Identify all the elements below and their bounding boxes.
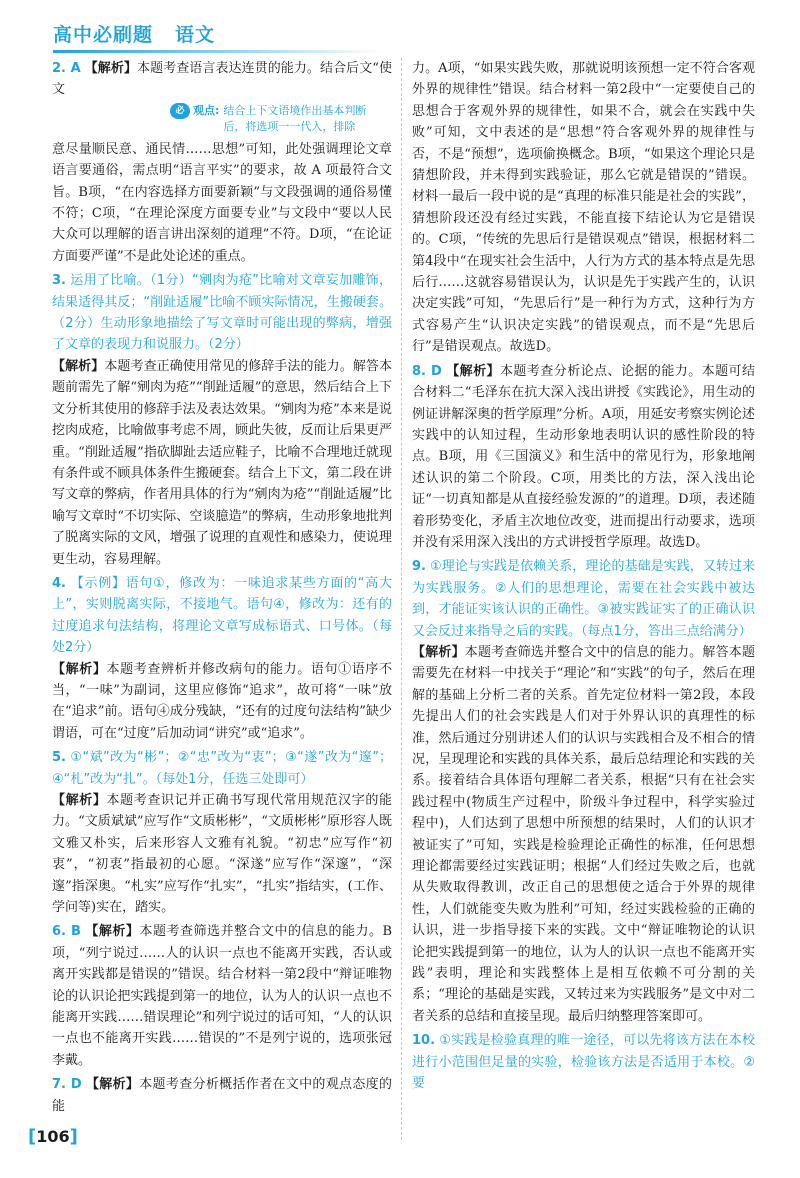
analysis-body: 本题考查辨析并修改病句的能力。语句①语序不当，“一味”为副词，这里应修饰“追求”，故可将“一味”放在“追求”前。语句④成分残缺，“还有的过度句法结构”缺少谓语，可在“过度”后加动词“讲究”或“追求”。	[52, 661, 392, 741]
header-underline	[53, 50, 383, 53]
note-text: 结合上下文语境作出基本判断后，将选项一一代入，排除	[223, 103, 367, 133]
analysis-body: 本题考查分析论点、论据的能力。本题可结合材料二“毛泽东在抗大深入浅出讲授《实践论》，用生动的例证讲解深奥的哲学原理”分析。A项，用延安考察实例论述实践中的认知过程，生动形象地表明认识的感性阶段的特点。B项，用《三国演义》和生活中的常见行为，形象地阐述认识的第二个阶段。C项，用类比的方法，深入浅出论证“一切真知都是从直接经验发源的”的道理。D项，表述随着形势变化，矛盾主次地位改变，进而提出行动要求，选项并没有采用深入浅出的方式讲授哲学原理。故选D。	[412, 363, 755, 550]
analysis-tag: 【解析】	[412, 644, 465, 660]
page-number: [106]	[28, 1126, 78, 1147]
page-header	[53, 22, 353, 52]
analysis-body: 本题考查正确使用常见的修辞手法的能力。解答本题前需先了解“剜肉为疮”“削趾适履”的意思，然后结合上下文分析其使用的修辞手法及表达效果。“剜肉为疮”本来是说挖肉成疮，比喻做事考虑不周，顾此失彼，反而让后果更严重。“削趾适履”指砍脚趾去适应鞋子，比喻不合理地迁就现有条件或不顾具体条件生搬硬套。结合上下文，第二段在讲写文章的弊病，作者用具体的行为“剜肉为疮”“削趾适履”比喻写文章时“不切实际、空谈臆造”的弊病，生动形象地批判了脱离实际的文风，增强了说理的直观性和感染力，使说理更生动，容易理解。	[52, 358, 392, 567]
question-3	[52, 270, 392, 570]
question-6	[52, 921, 392, 1071]
question-number: 7. D	[52, 1077, 82, 1093]
analysis-tag: 【解析】	[84, 61, 138, 76]
question-7	[52, 1074, 392, 1117]
page-number-value: 106	[36, 1127, 70, 1146]
book-title: 高中必刷题	[53, 24, 154, 46]
question-number: 3.	[52, 273, 66, 289]
column-divider	[401, 58, 402, 1140]
note-badge-icon: 必	[170, 103, 190, 119]
question-number: 2. A	[52, 61, 81, 76]
answer-text: 运用了比喻。（1分）“剜肉为疮”比喻对文章妄加雕饰，结果适得其反；“削趾适履”比喻不顾实际情况，生搬硬套。（2分）生动形象地描绘了写文章时可能出现的弊病，增强了文章的表现力和说服力。（2分）	[52, 273, 392, 353]
margin-note	[170, 103, 392, 135]
analysis-body: 力。A项，“如果实践失败，那就说明该预想一定不符合客观外界的规律性”错误。结合材料一第2段中“一定要使自己的思想合于客观外界的规律性，如果不合，就会在实践中失败”可知，文中表述的是“思想”符合客观外界的规律性与否，不是“预想”，选项偷换概念。B项，“如果这个理论只是猜想阶段，并未得到实践验证，那么它就是错误的”错误。材料一最后一段中说的是“真理的标准只能是社会的实践”，猜想阶段还没有经过实践，不能直接下结论认为它是错误的。C项，“传统的先思后行是错误观点”错误，根据材料二第4段中“在现实社会生活中，人行为方式的基本特点是先思后行……这就容易错误认为，认识是先于实践产生的，认识决定实践”可知，“先思后行”是一种行为方式，这种行为方式容易产生“认识决定实践”的错误观点，而不是“先思后行”是错误观点。故选D。	[412, 61, 755, 355]
question-5	[52, 747, 392, 918]
answer-text: ①“斌”改为“彬”；②“忠”改为“衷”；③“遂”改为“邃”；④“札”改为“扎”。（每处1分，任选三处即可）	[52, 750, 392, 787]
analysis-tag: 【解析】	[84, 924, 140, 940]
right-column	[412, 58, 755, 1095]
question-2	[52, 58, 392, 267]
question-number: 9.	[412, 559, 426, 575]
analysis-tag: 【解析】	[85, 1077, 140, 1093]
question-7-continued	[412, 58, 755, 358]
left-column	[52, 58, 392, 1117]
analysis-body: 本题考查筛选并整合文中的信息的能力。B项，“列宁说过……人的认识一点也不能离开实践，否认或离开实践都是错误的”错误。结合材料一第2段中“辩证唯物论的认识论把实践提到第一的地位，认为人的认识一点也不能离开实践……错误理论”和列宁说过的话可知，“人的认识一点也不能离开实践……错误的”不是列宁说的，选项张冠李戴。	[52, 924, 392, 1068]
question-10	[412, 1030, 755, 1094]
question-4	[52, 573, 392, 744]
analysis-body: 本题考查分析概括作者在文中的观点态度的能	[52, 1077, 392, 1114]
question-number: 6. B	[52, 924, 81, 940]
question-number: 4.	[52, 575, 66, 591]
analysis-tag: 【解析】	[52, 793, 107, 808]
question-number: 8. D	[412, 363, 442, 379]
analysis-body: 本题考查识记并正确书写现代常用规范汉字的能力。“文质斌斌”应写作“文质彬彬”，“文质彬彬”原形容人既文雅又朴实，后来形容人文雅有礼貌。“初忠”应写作“初衷”，“初衷”指最初的心愿。“深遂”应写作“深邃”，“深邃”指深奥。“札实”应写作“扎实”，“扎实”指结实，(工作、学问等)实在，踏实。	[52, 793, 392, 916]
answer-text: 【示例】语句①，修改为：一味追求某些方面的“高大上”，实则脱离实际，不接地气。语句④，修改为：还有的过度追求句法结构，将理论文章写成标语式、口号体。（每处2分）	[52, 575, 392, 656]
note-label: 观点:	[193, 103, 220, 117]
analysis-tag: 【解析】	[445, 363, 500, 379]
answer-text: ①理论与实践是依赖关系，理论的基础是实践，又转过来为实践服务。②人们的思想理论，需要在社会实践中被达到，才能证实该认识的正确性。③被实践证实了的正确认识又会反过来指导之后的实践。（每点1分，答出三点给满分）	[412, 559, 755, 639]
analysis-tag: 【解析】	[52, 661, 107, 677]
question-number: 5.	[52, 750, 66, 766]
question-9	[412, 556, 755, 1027]
analysis-tag: 【解析】	[52, 358, 105, 374]
analysis-body: 意尽量顺民意、通民情……思想”可知，此处强调理论文章语言要通俗，需点明“语言平实”的要求，故 A 项最符合文旨。B项，“在内容选择方面要新颖”与文段强调的通俗易懂不符；C项，“在理论深度方面要专业”与文段中“要以人民大众可以理解的语言讲出深刻的道理”不符。D项，“在论证方面要严谨”不是此处论述的重点。	[52, 141, 392, 264]
analysis-body: 本题考查筛选并整合文中的信息的能力。解答本题需要先在材料一中找关于“理论”和“实践”的句子，然后在理解的基础上分析二者的关系。首先定位材料一第2段，本段先提出人们的社会实践是人们对于外界认识的真理性的标准，然后通过分别讲述人们的认识与实践相合及不相合的情况，呈现理论和实践的具体关系，最后总结理论和实践的关系。接着结合具体语句理解二者关系，根据“只有在社会实践过程中(物质生产过程中，阶级斗争过程中，科学实验过程中)，人们达到了思想中所预想的结果时，人们的认识才被证实了”可知，实践是检验理论正确性的标准，任何思想理论都需要经过实践证明；根据“人们经过失败之后，也就从失败取得教训，改正自己的思想使之适合于外界的规律性，人们就能变失败为胜利”可知，经过实践检验的正确的认识，进一步指导接下来的实践。文中“辩证唯物论的认识论把实践提到第一的地位，认为人的认识一点也不能离开实践”表明，理论和实践整体上是相互依赖不可分割的关系；“理论的基础是实践，又转过来为实践服务”是文中对二者关系的总结和直接呈现。最后归纳整理答案即可。	[412, 644, 755, 1024]
subject-title: 语文	[175, 24, 216, 46]
question-number: 10.	[412, 1033, 436, 1049]
analysis-line: 本题考查语言表达连贯的能力。结合后文“使文	[52, 61, 392, 98]
question-8	[412, 361, 755, 554]
answer-text: ①实践是检验真理的唯一途径，可以先将该方法在本校进行小范围但足量的实验，检验该方法是否适用于本校。②要	[412, 1033, 755, 1092]
